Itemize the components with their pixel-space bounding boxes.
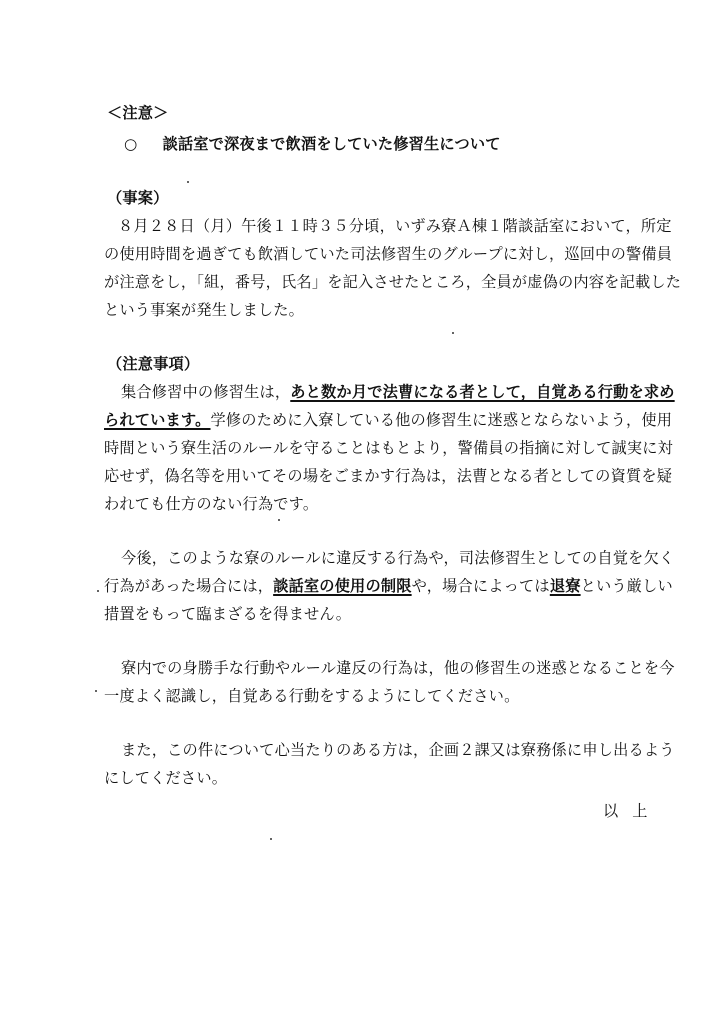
caution-p1-line-5: われても仕方のない行為です。 [104, 495, 319, 513]
caution-emphasis-text: あと数か月で法曹になる者として，自覚ある行動を求め [290, 383, 675, 401]
caution-p2-line-2 [104, 576, 673, 596]
caution-p2-text: という厳しい [580, 577, 673, 595]
caution-p2-text: や，場合によっては [411, 577, 550, 595]
notice-heading: ＜注意＞ [107, 104, 169, 122]
incident-heading: （事案） [107, 189, 169, 207]
caution-p4-line-1: また，この件について心当たりのある方は，企画２課又は寮務係に申し出るよう [121, 741, 675, 759]
scan-speck [452, 332, 454, 334]
notice-subject [124, 134, 501, 154]
incident-line-1: ８月２８日（月）午後１１時３５分頃，いずみ寮Ａ棟１階談話室において，所定 [118, 217, 672, 235]
expulsion-emphasis-text: 退寮 [549, 577, 581, 595]
restriction-emphasis-text: 談話室の使用の制限 [273, 577, 412, 595]
caution-p1-text: 集合修習中の修習生は， [121, 383, 291, 401]
scan-speck [270, 838, 272, 840]
caution-heading: （注意事項） [107, 355, 200, 373]
caution-p4-line-2: にしてください。 [104, 769, 228, 787]
caution-p2-line-1: 今後，このような寮のルールに違反する行為や，司法修習生としての自覚を欠く [121, 549, 675, 567]
caution-p1-text: 学修のために入寮している他の修習生に迷惑とならないよう，使用 [210, 411, 673, 429]
caution-p1-line-3: 時間という寮生活のルールを守ることはもとより，警備員の指摘に対して誠実に対 [104, 439, 674, 457]
caution-p3-line-2: 一度よく認識し，自覚ある行動をするようにしてください。 [104, 687, 520, 705]
incident-line-2: の使用時間を過ぎても飲酒していた司法修習生のグループに対し，巡回中の警備員 [104, 245, 673, 263]
caution-p2-line-3: 措置をもって臨まざるを得ません。 [104, 605, 352, 623]
scan-speck [187, 181, 189, 183]
incident-line-3: が注意をし，「組，番号，氏名」を記入させたところ，全員が虚偽の内容を記載した [104, 273, 682, 291]
caution-p1-line-1 [121, 382, 675, 402]
scan-speck [278, 519, 280, 521]
caution-p1-line-4: 応せず，偽名等を用いてその場をごまかす行為は，法曹となる者としての資質を疑 [104, 467, 673, 485]
caution-p1-line-2 [104, 410, 672, 430]
notice-subject-text: 談話室で深夜まで飲酒をしていた修習生について [162, 135, 501, 153]
incident-line-4: という事案が発生しました。 [104, 301, 305, 319]
scan-speck [97, 590, 99, 592]
caution-emphasis-text: られています。 [104, 411, 211, 429]
bullet-circle-icon: ○ [124, 135, 138, 153]
caution-p2-text: 行為があった場合には， [104, 577, 274, 595]
caution-p3-line-1: 寮内での身勝手な行動やルール違反の行為は，他の修習生の迷惑となることを今 [121, 659, 675, 677]
closing-remark: 以上 [603, 802, 662, 820]
scan-speck [95, 690, 97, 692]
